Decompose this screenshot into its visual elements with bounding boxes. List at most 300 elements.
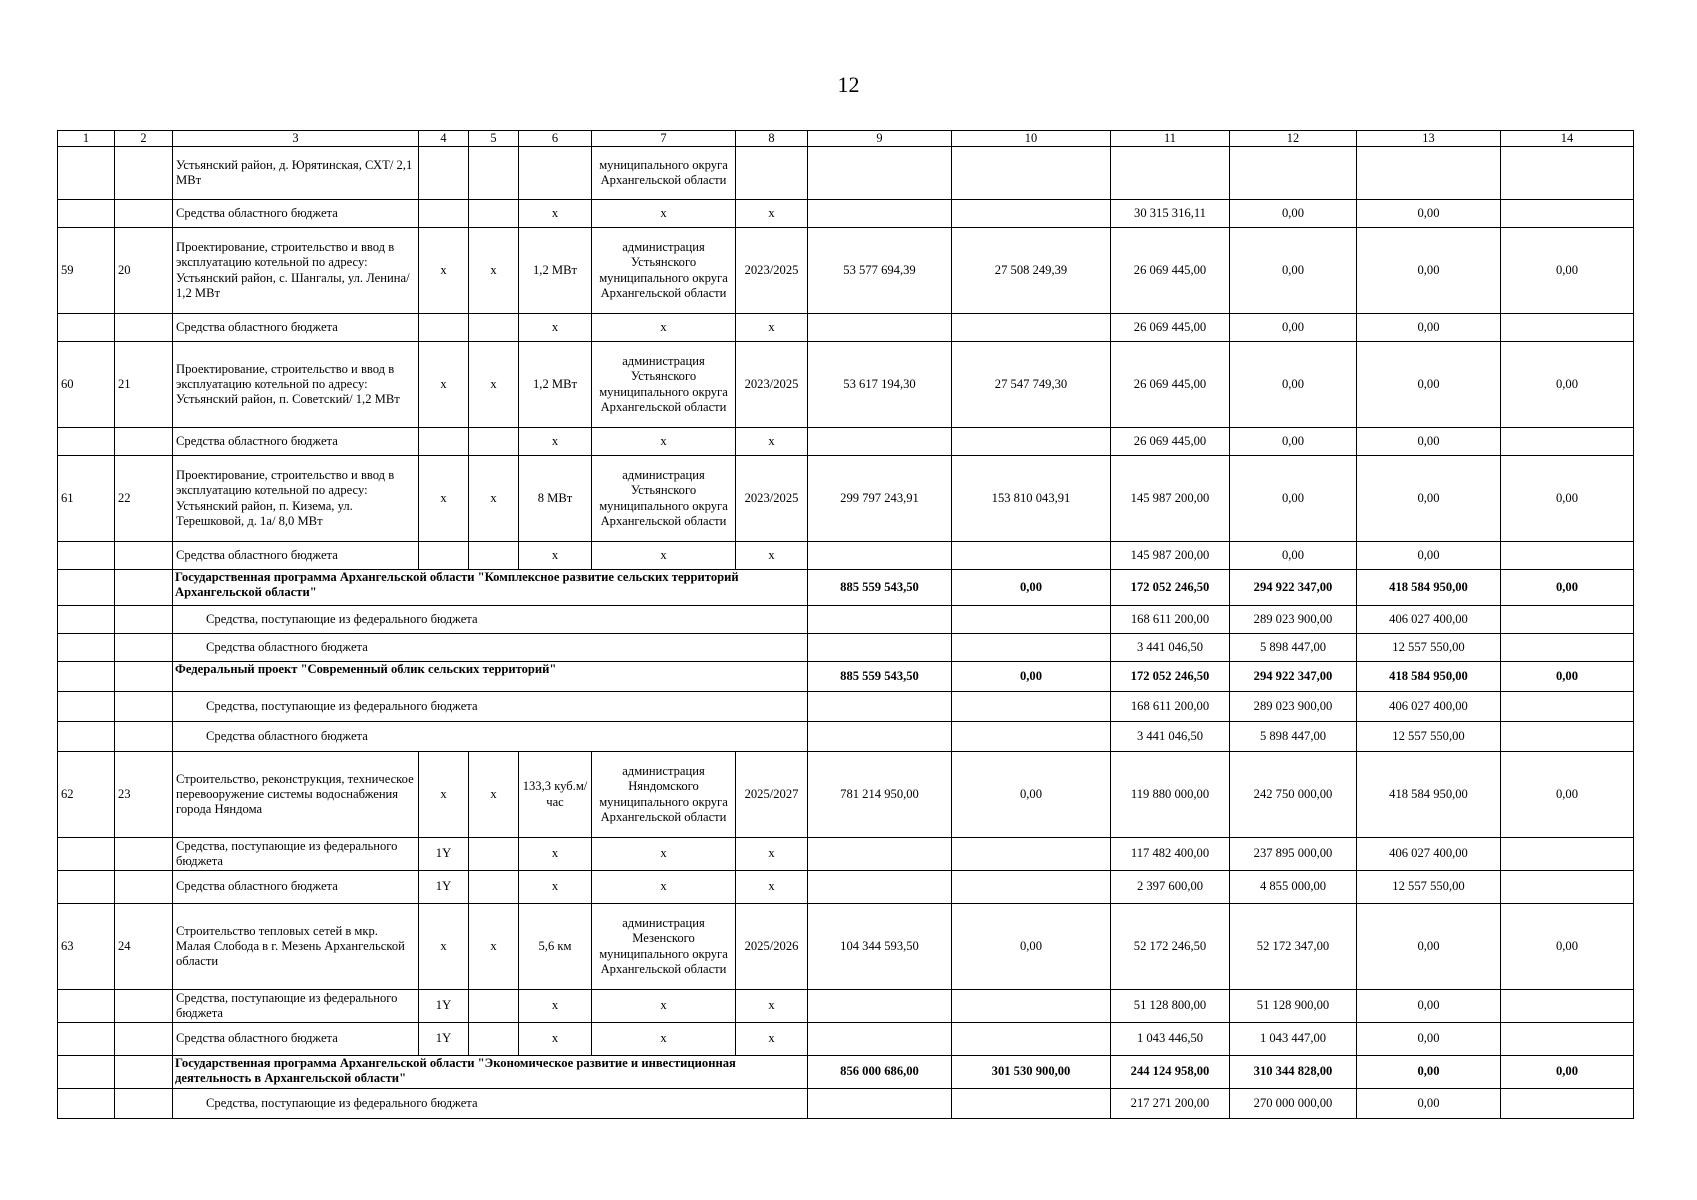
row-sub-number-cell [115,871,173,904]
column-number: 9 [808,131,952,147]
row-number-cell: 62 [58,752,115,838]
value-cell-col-6: 133,3 куб.м/час [519,752,592,838]
value-cell-col-4 [419,147,469,200]
program-title-cell: Государственная программа Архангельской области "Комплексное развитие сельских территорий Архангельской области" [173,570,808,606]
value-cell-col-8 [736,147,808,200]
value-cell-col-4 [419,314,469,342]
value-cell-col-13: 0,00 [1357,904,1501,990]
value-cell-col-6: x [519,1023,592,1056]
total-cell-c13: 418 584 950,00 [1357,570,1501,606]
row-sub-number-cell [115,147,173,200]
funding-value-cell-c10 [952,692,1111,722]
column-number: 4 [419,131,469,147]
funding-source-cell: Средства, поступающие из федерального бюджета [173,606,808,634]
total-cell-c12: 310 344 828,00 [1230,1056,1357,1089]
funding-value-cell-c9 [808,722,952,752]
value-cell-col-11: 30 315 316,11 [1111,200,1230,228]
row-number-cell [58,314,115,342]
row-sub-number-cell [115,990,173,1023]
row-sub-number-cell [115,314,173,342]
value-cell-col-5 [469,200,519,228]
value-cell-col-12: 0,00 [1230,200,1357,228]
value-cell-col-4 [419,542,469,570]
row-number-cell [58,1023,115,1056]
value-cell-col-9 [808,147,952,200]
value-cell-col-4 [419,200,469,228]
value-cell-col-12: 0,00 [1230,428,1357,456]
funding-value-cell-c12: 5 898 447,00 [1230,722,1357,752]
value-cell-col-12: 237 895 000,00 [1230,838,1357,871]
column-number: 3 [173,131,419,147]
value-cell-col-12: 4 855 000,00 [1230,871,1357,904]
value-cell-col-12: 242 750 000,00 [1230,752,1357,838]
funding-value-cell-c13: 406 027 400,00 [1357,692,1501,722]
funding-value-cell-c9 [808,606,952,634]
value-cell-col-14: 0,00 [1501,752,1634,838]
value-cell-col-9 [808,542,952,570]
table-row [58,456,1634,542]
empty-cell [58,634,115,662]
total-cell-c14: 0,00 [1501,1056,1634,1089]
value-cell-col-13: 0,00 [1357,342,1501,428]
value-cell-col-7: муниципального округа Архангельской области [592,147,736,200]
funding-value-cell-c14 [1501,722,1634,752]
value-cell-col-11: 145 987 200,00 [1111,542,1230,570]
value-cell-col-9: 104 344 593,50 [808,904,952,990]
funding-value-cell-c11: 168 611 200,00 [1111,606,1230,634]
value-cell-col-14: 0,00 [1501,456,1634,542]
row-sub-number-cell: 20 [115,228,173,314]
value-cell-col-4: x [419,342,469,428]
value-cell-col-11: 26 069 445,00 [1111,342,1230,428]
value-cell-col-7: администрация Устьянского муниципального округа Архангельской области [592,456,736,542]
table-row [58,1089,1634,1119]
empty-cell [58,570,115,606]
value-cell-col-4: 1Y [419,990,469,1023]
value-cell-col-10 [952,200,1111,228]
object-name-cell: Строительство, реконструкция, техническое перевооружение системы водоснабжения города Няндома [173,752,419,838]
value-cell-col-13: 0,00 [1357,200,1501,228]
value-cell-col-4: x [419,456,469,542]
value-cell-col-6: 5,6 км [519,904,592,990]
funding-value-cell-c14 [1501,634,1634,662]
value-cell-col-8: x [736,200,808,228]
table-row [58,200,1634,228]
value-cell-col-5 [469,871,519,904]
value-cell-col-5: x [469,228,519,314]
funding-value-cell-c10 [952,722,1111,752]
value-cell-col-8: x [736,871,808,904]
value-cell-col-7: x [592,871,736,904]
value-cell-col-13: 0,00 [1357,228,1501,314]
value-cell-col-13: 0,00 [1357,428,1501,456]
row-sub-number-cell [115,200,173,228]
value-cell-col-10 [952,1023,1111,1056]
value-cell-col-11: 117 482 400,00 [1111,838,1230,871]
funding-value-cell-c13: 12 557 550,00 [1357,722,1501,752]
value-cell-col-13: 418 584 950,00 [1357,752,1501,838]
empty-cell [115,1089,173,1119]
value-cell-col-4: 1Y [419,871,469,904]
funding-value-cell-c11: 3 441 046,50 [1111,722,1230,752]
value-cell-col-14: 0,00 [1501,904,1634,990]
value-cell-col-8: x [736,542,808,570]
value-cell-col-6: x [519,838,592,871]
value-cell-col-6: 1,2 МВт [519,228,592,314]
value-cell-col-10 [952,147,1111,200]
value-cell-col-9 [808,871,952,904]
value-cell-col-11: 2 397 600,00 [1111,871,1230,904]
value-cell-col-10 [952,542,1111,570]
value-cell-col-13: 0,00 [1357,990,1501,1023]
funding-value-cell-c11: 3 441 046,50 [1111,634,1230,662]
funding-value-cell-c13: 12 557 550,00 [1357,634,1501,662]
table-row [58,228,1634,314]
value-cell-col-9: 299 797 243,91 [808,456,952,542]
empty-cell [115,722,173,752]
value-cell-col-9: 53 577 694,39 [808,228,952,314]
value-cell-col-5 [469,314,519,342]
funding-source-cell: Средства, поступающие из федерального бюджета [173,692,808,722]
value-cell-col-7: x [592,990,736,1023]
table-row [58,570,1634,606]
column-number: 14 [1501,131,1634,147]
object-name-cell: Средства, поступающие из федерального бюджета [173,990,419,1023]
budget-table [57,130,1634,1119]
row-number-cell [58,147,115,200]
table-row [58,752,1634,838]
table-row [58,1056,1634,1089]
value-cell-col-12: 0,00 [1230,342,1357,428]
value-cell-col-10 [952,314,1111,342]
total-cell-c10: 0,00 [952,570,1111,606]
column-number: 7 [592,131,736,147]
program-title-cell: Государственная программа Архангельской области "Экономическое развитие и инвестиционная деятельность в Архангельской области" [173,1056,808,1089]
value-cell-col-6: 1,2 МВт [519,342,592,428]
object-name-cell: Средства областного бюджета [173,314,419,342]
value-cell-col-10: 27 508 249,39 [952,228,1111,314]
row-number-cell [58,990,115,1023]
value-cell-col-11: 51 128 800,00 [1111,990,1230,1023]
funding-source-cell: Средства, поступающие из федерального бюджета [173,1089,808,1119]
value-cell-col-13: 406 027 400,00 [1357,838,1501,871]
value-cell-col-5: x [469,456,519,542]
column-number: 5 [469,131,519,147]
object-name-cell: Средства, поступающие из федерального бюджета [173,838,419,871]
table-row [58,871,1634,904]
value-cell-col-13: 0,00 [1357,456,1501,542]
total-cell-c12: 294 922 347,00 [1230,570,1357,606]
value-cell-col-12 [1230,147,1357,200]
column-number: 1 [58,131,115,147]
value-cell-col-14: 0,00 [1501,228,1634,314]
value-cell-col-11: 145 987 200,00 [1111,456,1230,542]
column-number: 11 [1111,131,1230,147]
object-name-cell: Проектирование, строительство и ввод в эксплуатацию котельной по адресу: Устьянский район, с. Шангалы, ул. Ленина/ 1,2 МВт [173,228,419,314]
empty-cell [115,1056,173,1089]
value-cell-col-9: 53 617 194,30 [808,342,952,428]
value-cell-col-13: 0,00 [1357,314,1501,342]
value-cell-col-12: 0,00 [1230,456,1357,542]
row-sub-number-cell: 23 [115,752,173,838]
value-cell-col-6: x [519,314,592,342]
column-number: 12 [1230,131,1357,147]
funding-value-cell-c13: 406 027 400,00 [1357,606,1501,634]
value-cell-col-10 [952,990,1111,1023]
value-cell-col-6: x [519,990,592,1023]
value-cell-col-7: x [592,838,736,871]
object-name-cell: Средства областного бюджета [173,428,419,456]
table-row [58,634,1634,662]
table-row [58,990,1634,1023]
funding-value-cell-c14 [1501,1089,1634,1119]
value-cell-col-7: x [592,314,736,342]
value-cell-col-14 [1501,838,1634,871]
value-cell-col-8: 2023/2025 [736,342,808,428]
empty-cell [115,570,173,606]
empty-cell [58,1089,115,1119]
empty-cell [58,606,115,634]
total-cell-c13: 418 584 950,00 [1357,662,1501,692]
value-cell-col-5 [469,542,519,570]
funding-value-cell-c14 [1501,606,1634,634]
row-number-cell [58,542,115,570]
value-cell-col-14 [1501,147,1634,200]
total-cell-c10: 301 530 900,00 [952,1056,1111,1089]
value-cell-col-10 [952,838,1111,871]
table-row [58,662,1634,692]
value-cell-col-10 [952,428,1111,456]
value-cell-col-12: 0,00 [1230,228,1357,314]
row-sub-number-cell: 24 [115,904,173,990]
row-sub-number-cell: 22 [115,456,173,542]
table-row [58,722,1634,752]
funding-value-cell-c11: 217 271 200,00 [1111,1089,1230,1119]
page-number: 12 [837,72,860,97]
value-cell-col-9 [808,200,952,228]
value-cell-col-10: 27 547 749,30 [952,342,1111,428]
value-cell-col-11: 26 069 445,00 [1111,428,1230,456]
funding-value-cell-c12: 289 023 900,00 [1230,692,1357,722]
value-cell-col-14 [1501,428,1634,456]
value-cell-col-9 [808,990,952,1023]
total-cell-c14: 0,00 [1501,662,1634,692]
total-cell-c11: 172 052 246,50 [1111,570,1230,606]
value-cell-col-11: 26 069 445,00 [1111,228,1230,314]
value-cell-col-11: 26 069 445,00 [1111,314,1230,342]
row-number-cell [58,871,115,904]
value-cell-col-9 [808,1023,952,1056]
value-cell-col-12: 0,00 [1230,542,1357,570]
row-number-cell [58,838,115,871]
value-cell-col-8: x [736,428,808,456]
column-number: 13 [1357,131,1501,147]
value-cell-col-8: x [736,314,808,342]
value-cell-col-7: x [592,542,736,570]
value-cell-col-9: 781 214 950,00 [808,752,952,838]
funding-value-cell-c12: 289 023 900,00 [1230,606,1357,634]
funding-value-cell-c12: 5 898 447,00 [1230,634,1357,662]
value-cell-col-7: администрация Мезенского муниципального округа Архангельской области [592,904,736,990]
table-row [58,904,1634,990]
funding-value-cell-c10 [952,606,1111,634]
value-cell-col-8: x [736,990,808,1023]
value-cell-col-4: x [419,752,469,838]
value-cell-col-13: 0,00 [1357,542,1501,570]
value-cell-col-5 [469,1023,519,1056]
value-cell-col-8: 2025/2027 [736,752,808,838]
value-cell-col-10: 0,00 [952,752,1111,838]
value-cell-col-8: 2023/2025 [736,228,808,314]
value-cell-col-11 [1111,147,1230,200]
funding-value-cell-c13: 0,00 [1357,1089,1501,1119]
row-number-cell: 59 [58,228,115,314]
value-cell-col-8: 2023/2025 [736,456,808,542]
total-cell-c12: 294 922 347,00 [1230,662,1357,692]
funding-value-cell-c9 [808,692,952,722]
value-cell-col-6: x [519,871,592,904]
object-name-cell: Средства областного бюджета [173,200,419,228]
row-sub-number-cell [115,428,173,456]
total-cell-c9: 885 559 543,50 [808,570,952,606]
object-name-cell: Устьянский район, д. Юрятинская, СХТ/ 2,1 МВт [173,147,419,200]
value-cell-col-11: 52 172 246,50 [1111,904,1230,990]
value-cell-col-8: x [736,1023,808,1056]
table-row [58,314,1634,342]
row-number-cell [58,428,115,456]
value-cell-col-5: x [469,342,519,428]
row-sub-number-cell [115,542,173,570]
funding-value-cell-c14 [1501,692,1634,722]
table-row [58,147,1634,200]
value-cell-col-6 [519,147,592,200]
empty-cell [58,692,115,722]
table-row [58,692,1634,722]
object-name-cell: Проектирование, строительство и ввод в эксплуатацию котельной по адресу: Устьянский район, п. Кизема, ул. Терешковой, д. 1а/ 8,0 МВт [173,456,419,542]
value-cell-col-10: 153 810 043,91 [952,456,1111,542]
row-sub-number-cell [115,838,173,871]
object-name-cell: Средства областного бюджета [173,871,419,904]
table-row [58,606,1634,634]
row-number-cell: 63 [58,904,115,990]
value-cell-col-5 [469,990,519,1023]
value-cell-col-5: x [469,752,519,838]
funding-value-cell-c11: 168 611 200,00 [1111,692,1230,722]
value-cell-col-7: администрация Устьянского муниципального округа Архангельской области [592,228,736,314]
column-number: 6 [519,131,592,147]
value-cell-col-9 [808,428,952,456]
value-cell-col-4: x [419,228,469,314]
value-cell-col-4: 1Y [419,1023,469,1056]
value-cell-col-5: x [469,904,519,990]
value-cell-col-8: x [736,838,808,871]
value-cell-col-5 [469,838,519,871]
value-cell-col-7: x [592,1023,736,1056]
funding-value-cell-c12: 270 000 000,00 [1230,1089,1357,1119]
value-cell-col-13 [1357,147,1501,200]
value-cell-col-10 [952,871,1111,904]
row-number-cell [58,200,115,228]
table-row [58,1023,1634,1056]
program-title-cell: Федеральный проект "Современный облик сельских территорий" [173,662,808,692]
value-cell-col-14 [1501,314,1634,342]
table-row [58,838,1634,871]
empty-cell [115,692,173,722]
row-sub-number-cell: 21 [115,342,173,428]
object-name-cell: Проектирование, строительство и ввод в эксплуатацию котельной по адресу: Устьянский район, п. Советский/ 1,2 МВт [173,342,419,428]
empty-cell [58,722,115,752]
funding-value-cell-c9 [808,634,952,662]
table-row [58,542,1634,570]
row-number-cell: 61 [58,456,115,542]
object-name-cell: Средства областного бюджета [173,542,419,570]
value-cell-col-5 [469,428,519,456]
total-cell-c11: 244 124 958,00 [1111,1056,1230,1089]
value-cell-col-6: 8 МВт [519,456,592,542]
empty-cell [115,634,173,662]
column-number: 2 [115,131,173,147]
funding-source-cell: Средства областного бюджета [173,634,808,662]
column-number: 8 [736,131,808,147]
funding-value-cell-c9 [808,1089,952,1119]
value-cell-col-11: 119 880 000,00 [1111,752,1230,838]
value-cell-col-9 [808,314,952,342]
table-row [58,342,1634,428]
value-cell-col-13: 12 557 550,00 [1357,871,1501,904]
object-name-cell: Строительство тепловых сетей в мкр. Малая Слобода в г. Мезень Архангельской области [173,904,419,990]
row-sub-number-cell [115,1023,173,1056]
value-cell-col-9 [808,838,952,871]
value-cell-col-7: администрация Няндомского муниципального округа Архангельской области [592,752,736,838]
column-number-row [58,131,1634,147]
value-cell-col-14 [1501,542,1634,570]
object-name-cell: Средства областного бюджета [173,1023,419,1056]
value-cell-col-12: 52 172 347,00 [1230,904,1357,990]
value-cell-col-14: 0,00 [1501,342,1634,428]
total-cell-c9: 885 559 543,50 [808,662,952,692]
value-cell-col-14 [1501,990,1634,1023]
table-row [58,428,1634,456]
empty-cell [58,662,115,692]
value-cell-col-4: 1Y [419,838,469,871]
value-cell-col-8: 2025/2026 [736,904,808,990]
value-cell-col-10: 0,00 [952,904,1111,990]
column-number: 10 [952,131,1111,147]
value-cell-col-11: 1 043 446,50 [1111,1023,1230,1056]
value-cell-col-4 [419,428,469,456]
total-cell-c11: 172 052 246,50 [1111,662,1230,692]
value-cell-col-12: 0,00 [1230,314,1357,342]
total-cell-c13: 0,00 [1357,1056,1501,1089]
value-cell-col-7: администрация Устьянского муниципального округа Архангельской области [592,342,736,428]
value-cell-col-7: x [592,200,736,228]
value-cell-col-6: x [519,200,592,228]
value-cell-col-4: x [419,904,469,990]
value-cell-col-6: x [519,428,592,456]
row-number-cell: 60 [58,342,115,428]
total-cell-c10: 0,00 [952,662,1111,692]
value-cell-col-14 [1501,871,1634,904]
value-cell-col-14 [1501,200,1634,228]
funding-value-cell-c10 [952,1089,1111,1119]
value-cell-col-14 [1501,1023,1634,1056]
value-cell-col-7: x [592,428,736,456]
value-cell-col-12: 51 128 900,00 [1230,990,1357,1023]
value-cell-col-12: 1 043 447,00 [1230,1023,1357,1056]
value-cell-col-5 [469,147,519,200]
total-cell-c14: 0,00 [1501,570,1634,606]
value-cell-col-13: 0,00 [1357,1023,1501,1056]
